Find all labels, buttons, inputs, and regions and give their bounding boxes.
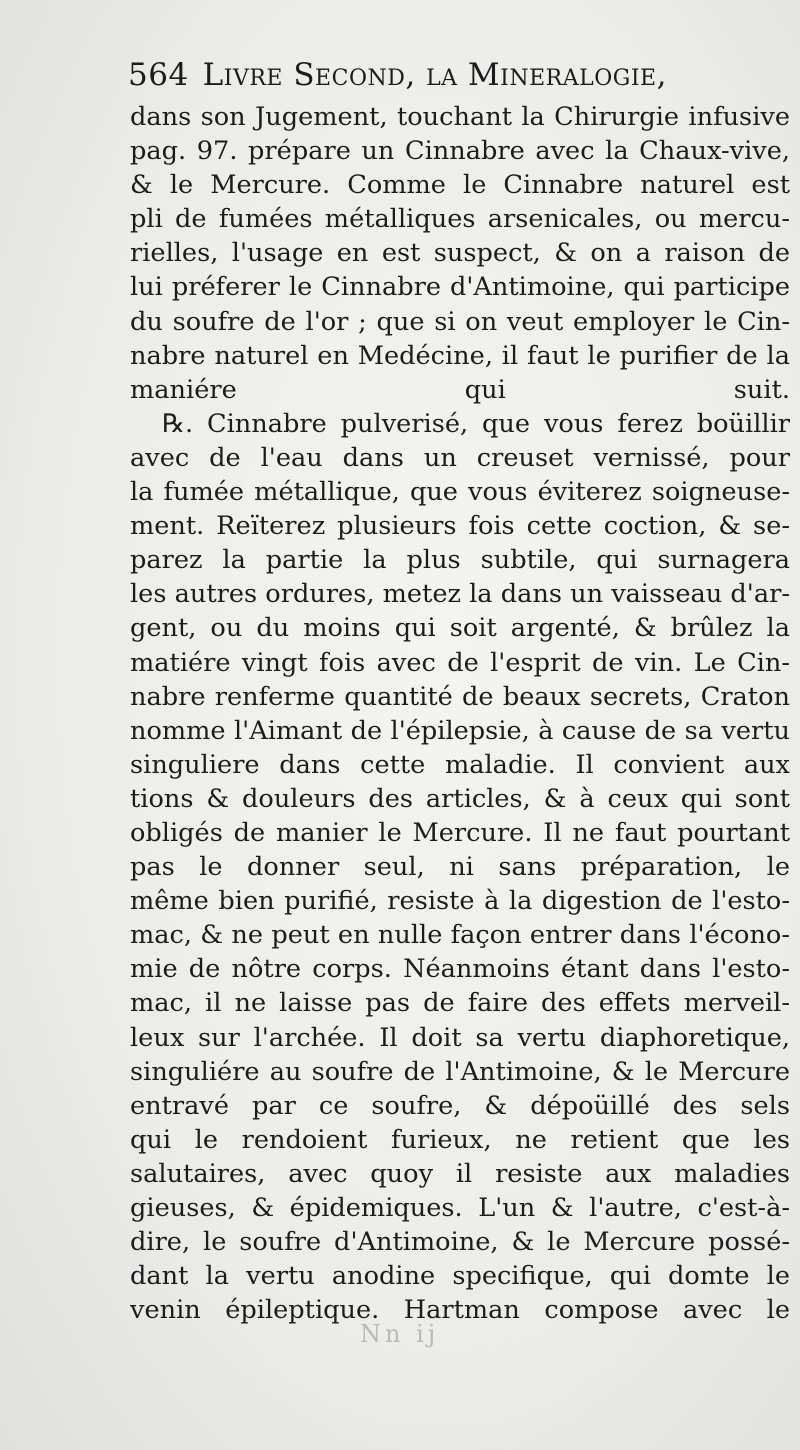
text-line: même bien purifié, resiste à la digestion de l'esto- — [130, 886, 790, 917]
text-line: pas le donner seul, ni sans préparation, le — [130, 852, 790, 883]
text-line: les autres ordures, metez la dans un vaisseau d'ar- — [130, 579, 790, 610]
text-line: qui le rendoient furieux, ne retient que les — [130, 1124, 790, 1155]
text-line: mac, & ne peut en nulle façon entrer dans l'écono- — [130, 920, 790, 951]
text-line: mie de nôtre corps. Néanmoins étant dans l'esto- — [130, 954, 790, 985]
running-title: Livre Second, la Mineralogie, — [202, 57, 667, 93]
text-line: entravé par ce soufre, & dépoüillé des sels — [130, 1090, 790, 1121]
text-line: du soufre de l'or ; que si on veut employer le Cin- — [130, 306, 790, 337]
page-number: 564 — [128, 57, 189, 93]
text-line: obligés de manier le Mercure. Il ne faut pourtant — [130, 817, 790, 848]
text-line: singuliére au soufre de l'Antimoine, & le Mercure — [130, 1056, 790, 1087]
text-line: dant la vertu anodine specifique, qui domte le — [130, 1261, 790, 1292]
text-line: avec de l'eau dans un creuset vernissé, pour — [130, 442, 790, 473]
body-text — [130, 100, 790, 1327]
text-line: mac, il ne laisse pas de faire des effets merveil- — [130, 988, 790, 1019]
text-line: venin épileptique. Hartman compose avec le — [130, 1295, 790, 1326]
text-line: nomme l'Aimant de l'épilepsie, à cause de sa vertu — [130, 715, 790, 746]
text-line: dire, le soufre d'Antimoine, & le Mercure possé- — [130, 1227, 790, 1258]
text-line: la fumée métallique, que vous éviterez soigneuse- — [130, 477, 790, 508]
text-line: maniére qui suit. — [130, 374, 790, 405]
text-line: parez la partie la plus subtile, qui surnagera — [130, 545, 790, 576]
text-line: ℞. Cinnabre pulverisé, que vous ferez boüillir — [162, 408, 790, 439]
text-line: gieuses, & épidemiques. L'un & l'autre, c'est-à- — [130, 1193, 790, 1223]
text-line: salutaires, avec quoy il resiste aux maladies — [130, 1158, 790, 1189]
text-line: lui préferer le Cinnabre d'Antimoine, qui participe — [130, 272, 790, 303]
text-line: rielles, l'usage en est suspect, & on a raison de — [130, 238, 790, 269]
text-line: pag. 97. prépare un Cinnabre avec la Chaux-vive, — [130, 136, 790, 167]
text-line: singuliere dans cette maladie. Il convient aux — [130, 749, 790, 780]
bleed-through-signature: Nn ij — [360, 1320, 440, 1348]
text-line: gent, ou du moins qui soit argenté, & brûlez la — [130, 613, 790, 644]
text-line: & le Mercure. Comme le Cinnabre naturel est — [130, 170, 790, 201]
text-line: nabre naturel en Medécine, il faut le purifier de la — [130, 340, 790, 371]
text-line: nabre renferme quantité de beaux secrets, Craton — [130, 681, 790, 712]
text-line: pli de fumées métalliques arsenicales, ou mercu- — [130, 204, 790, 235]
running-header — [128, 58, 768, 92]
text-line: leux sur l'archée. Il doit sa vertu diaphoretique, — [130, 1022, 790, 1053]
text-line: dans son Jugement, touchant la Chirurgie infusive — [130, 102, 790, 132]
text-line: ment. Reïterez plusieurs fois cette coction, & se- — [130, 511, 790, 542]
text-line: matiére vingt fois avec de l'esprit de vin. Le Cin- — [130, 647, 790, 678]
text-line: tions & douleurs des articles, & à ceux qui sont — [130, 783, 790, 814]
